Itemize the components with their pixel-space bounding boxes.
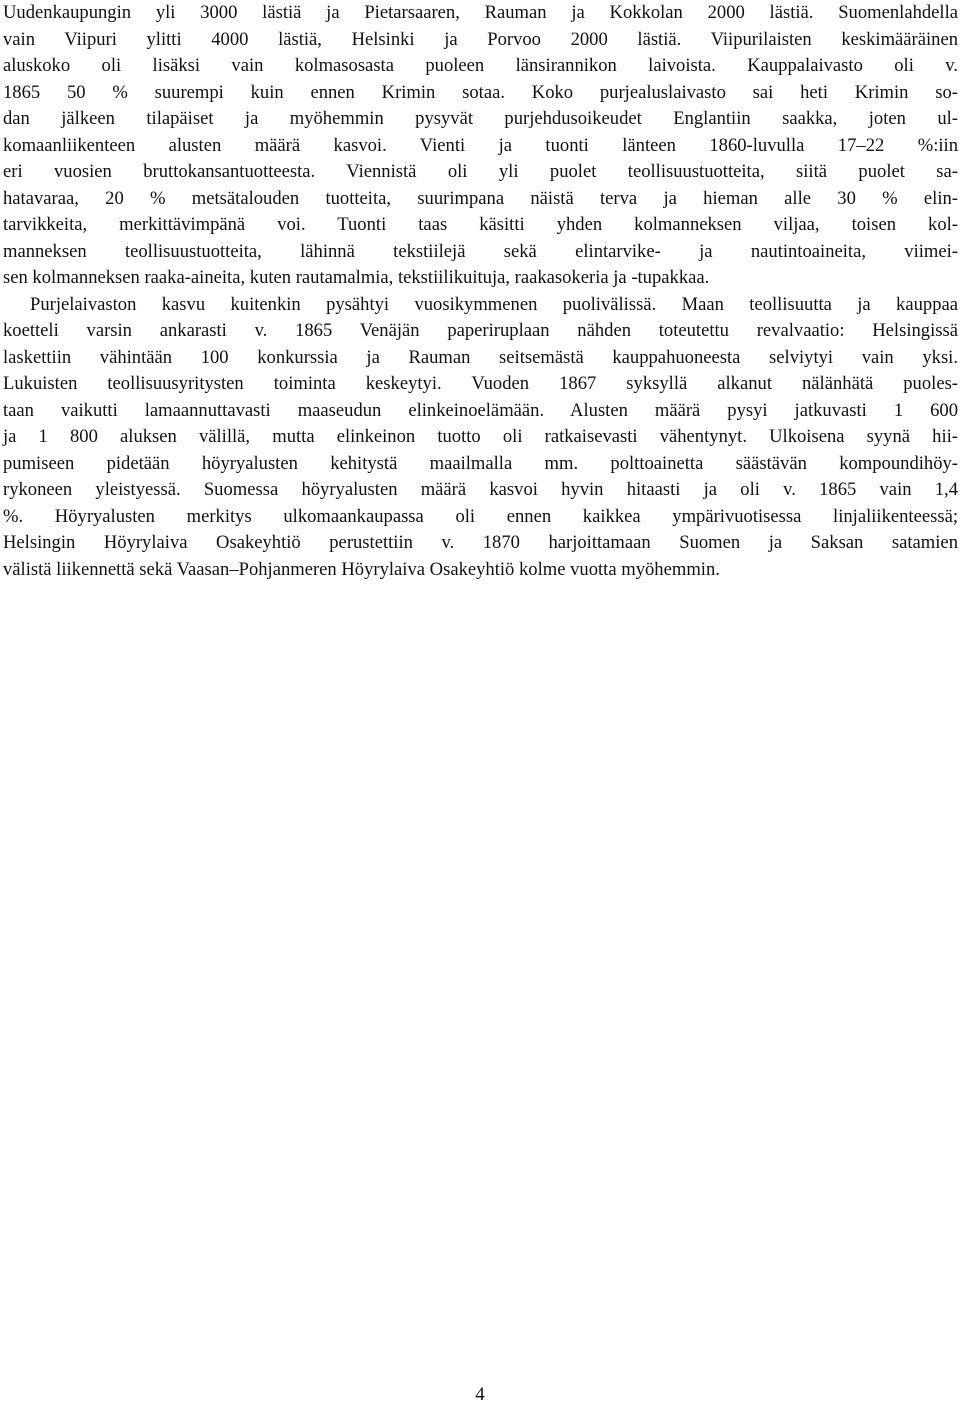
text-line: sen kolmanneksen raaka-aineita, kuten rautamalmia, tekstiilikuituja, raakasokeria ja -tupakkaa. bbox=[3, 267, 710, 288]
text-line: pumiseen pidetään höyryalusten kehitystä maailmalla mm. polttoainetta säästävän kompoundihöy- bbox=[3, 452, 958, 474]
text-line: rykoneen yleistyessä. Suomessa höyryalusten määrä kasvoi hyvin hitaasti ja oli v. 1865 vain 1,4 bbox=[3, 479, 958, 500]
text-line: koetteli varsin ankarasti v. 1865 Venäjän paperiruplaan nähden toteutettu revalvaatio: Helsingissä bbox=[3, 320, 958, 341]
text-line: %. Höyryalusten merkitys ulkomaankaupassa oli ennen kaikkea ympärivuotisessa linjaliikenteessä; bbox=[3, 505, 958, 527]
body-text bbox=[3, 0, 958, 583]
text-line: Uudenkaupungin yli 3000 lästiä ja Pietarsaaren, Rauman ja Kokkolan 2000 lästiä. Suomenlahdella bbox=[3, 2, 958, 23]
text-line: aluskoko oli lisäksi vain kolmasosasta puoleen länsirannikon laivoista. Kauppalaivasto oli v. bbox=[3, 55, 958, 76]
text-line: vain Viipuri ylitti 4000 lästiä, Helsinki ja Porvoo 2000 lästiä. Viipurilaisten keskimääräinen bbox=[3, 28, 958, 50]
text-line: Lukuisten teollisuusyritysten toiminta keskeytyi. Vuoden 1867 syksyllä alkanut nälänhätä puoles- bbox=[3, 373, 958, 394]
text-line: manneksen teollisuustuotteita, lähinnä tekstiilejä sekä elintarvike- ja nautintoaineita, viimei- bbox=[3, 240, 958, 262]
page-number: 4 bbox=[475, 1384, 485, 1405]
text-line: ja 1 800 aluksen välillä, mutta elinkeinon tuotto oli ratkaisevasti vähentynyt. Ulkoisena syynä hii- bbox=[3, 426, 958, 447]
text-line: dan jälkeen tilapäiset ja myöhemmin pysyvät purjehdusoikeudet Englantiin saakka, joten ul- bbox=[3, 108, 958, 129]
text-line: hatavaraa, 20 % metsätalouden tuotteita, suurimpana näistä terva ja hieman alle 30 % elin- bbox=[3, 187, 958, 209]
text-line: laskettiin vähintään 100 konkurssia ja Rauman seitsemästä kauppahuoneesta selviytyi vain yksi. bbox=[3, 346, 958, 368]
text-line: eri vuosien bruttokansantuotteesta. Viennistä oli yli puolet teollisuustuotteita, siitä puolet sa- bbox=[3, 161, 958, 182]
text-line: 1865 50 % suurempi kuin ennen Krimin sotaa. Koko purjealuslaivasto sai heti Krimin so- bbox=[3, 81, 958, 103]
text-line: tarvikkeita, merkittävimpänä voi. Tuonti taas käsitti yhden kolmanneksen viljaa, toisen kol- bbox=[3, 214, 958, 235]
text-line: komaanliikenteen alusten määrä kasvoi. Vienti ja tuonti länteen 1860-luvulla 17–22 %:iin bbox=[3, 134, 958, 156]
text-line: Helsingin Höyrylaiva Osakeyhtiö perustettiin v. 1870 harjoittamaan Suomen ja Saksan satamien bbox=[3, 532, 958, 553]
text-line: taan vaikutti lamaannuttavasti maaseudun elinkeinoelämään. Alusten määrä pysyi jatkuvasti 1 600 bbox=[3, 399, 958, 421]
text-line: välistä liikennettä sekä Vaasan–Pohjanmeren Höyrylaiva Osakeyhtiö kolme vuotta myöhemmin. bbox=[3, 558, 720, 580]
paragraph-start-line: Purjelaivaston kasvu kuitenkin pysähtyi vuosikymmenen puolivälissä. Maan teollisuutta ja kauppaa bbox=[30, 293, 958, 315]
